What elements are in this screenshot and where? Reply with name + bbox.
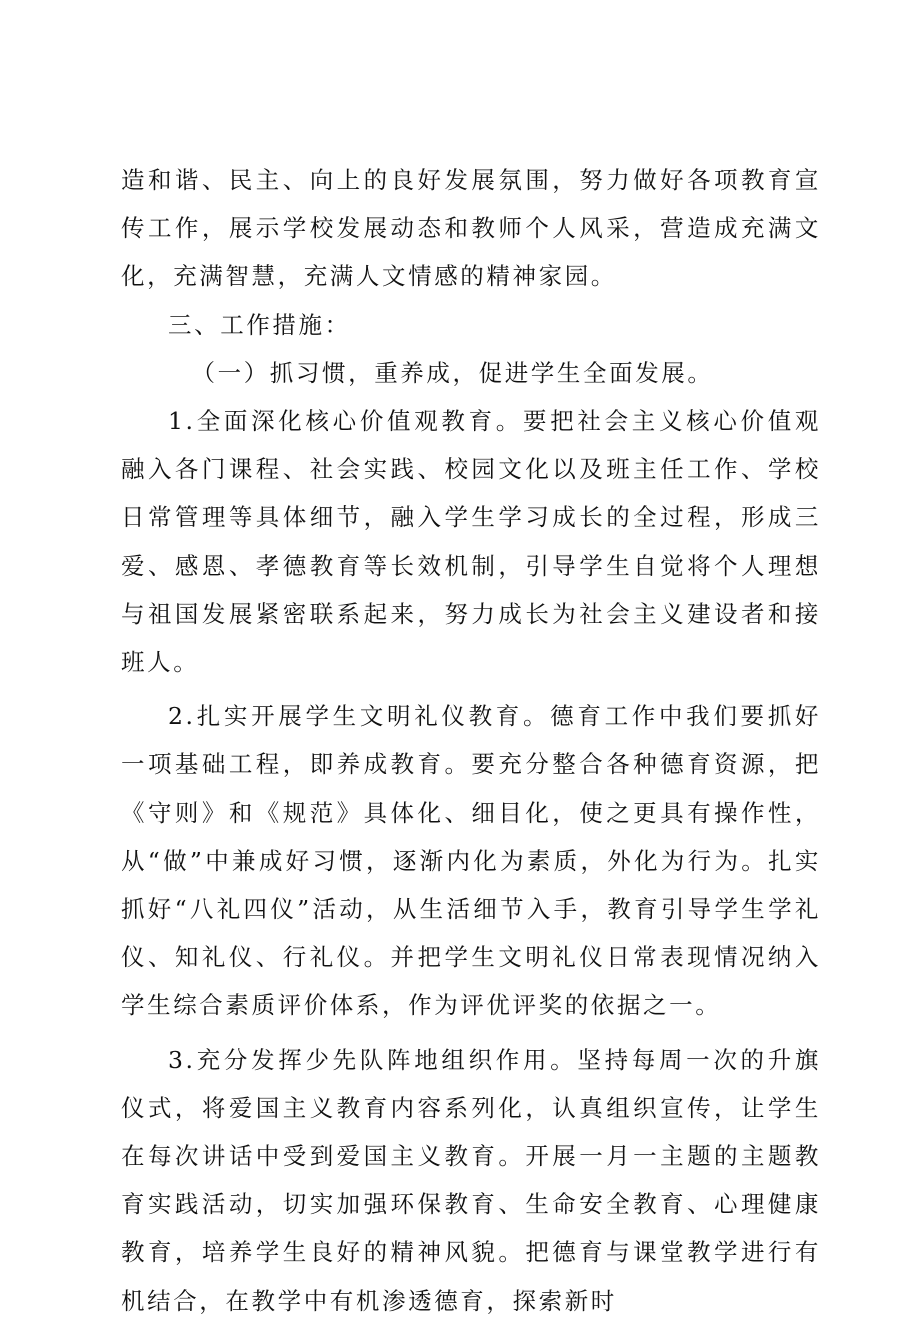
subsection-heading-habits: （一）抓习惯，重养成，促进学生全面发展。	[191, 358, 714, 387]
paragraph-continuation: 造和谐、民主、向上的良好发展氛围，努力做好各项教育宣传工作，展示学校发展动态和教师个人风采，营造成充满文化，充满智慧，充满人文情感的精神家园。	[121, 166, 821, 291]
document-body	[121, 156, 821, 1325]
section-heading-work-measures: 三、工作措施：	[168, 310, 351, 339]
paragraph-item-1: 1.全面深化核心价值观教育。要把社会主义核心价值观融入各门课程、社会实践、校园文化以及班主任工作、学校日常管理等具体细节，融入学生学习成长的全过程，形成三爱、感恩、孝德教育等长效机制，引导学生自觉将个人理想与祖国发展紧密联系起来，努力成长为社会主义建设者和接班人。	[121, 407, 821, 677]
paragraph-item-3: 3.充分发挥少先队阵地组织作用。坚持每周一次的升旗仪式，将爱国主义教育内容系列化，认真组织宣传，让学生在每次讲话中受到爱国主义教育。开展一月一主题的主题教育实践活动，切实加强环保教育、生命安全教育、心理健康教育，培养学生良好的精神风貌。把德育与课堂教学进行有机结合，在教学中有机渗透德育，探索新时	[121, 1045, 821, 1315]
paragraph-item-2: 2.扎实开展学生文明礼仪教育。德育工作中我们要抓好一项基础工程，即养成教育。要充分整合各种德育资源，把《守则》和《规范》具体化、细目化，使之更具有操作性，从“做”中兼成好习惯，逐渐内化为素质，外化为行为。扎实抓好“八礼四仪”活动，从生活细节入手，教育引导学生学礼仪、知礼仪、行礼仪。并把学生文明礼仪日常表现情况纳入学生综合素质评价体系，作为评优评奖的依据之一。	[121, 702, 821, 1020]
